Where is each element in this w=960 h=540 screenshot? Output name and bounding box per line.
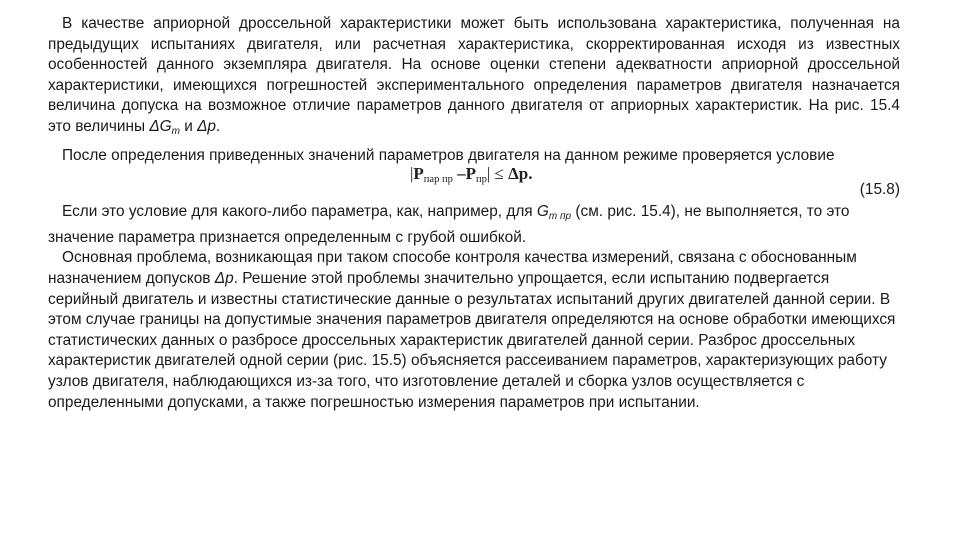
paragraph-1-and: и (179, 117, 198, 135)
symbol-delta-p: Δp (197, 117, 216, 135)
equation-number-row (48, 181, 900, 202)
formula-relation: ≤ (490, 164, 509, 184)
formula-end: . (528, 164, 533, 184)
formula-abs-left: | (410, 164, 414, 184)
formula-p-subscript: пар пр (423, 174, 453, 186)
formula-p-symbol: P (413, 164, 424, 184)
paragraph-4-rest: . Решение этой проблемы значительно упрощается, если испытанию подвергается серийный двигатель и известны статистические данные о результатах испытаний других двигателей данной серии. В этом случае границы на допустимые значения параметров двигателя определяются на основе обработки имеющихся статистических данных о разбросе дроссельных характеристик двигателей данной серии. Разброс дроссельных характеристик двигателей одной серии (рис. 15.5) объясняется рассеиванием параметров, характеризующих работу узлов двигателя, наблюдающихся из-за того, что изготовление деталей и сборка узлов осуществляется с определенными допусками, а также погрешностью измерения параметров при испытании. (48, 269, 896, 411)
paragraph-3-rest: (см. рис. 15.4), не выполняется, то это значение параметра признается определенным с грубой ошибкой. (48, 203, 850, 246)
formula-rhs: Δp (508, 164, 529, 184)
formula-p2-subscript: пр (475, 174, 487, 186)
document-page (48, 14, 900, 413)
paragraph-3 (48, 202, 900, 248)
paragraph-2 (48, 146, 900, 167)
symbol-g-t-pr-subscript: т пр (548, 211, 572, 223)
formula-p2-symbol: P (465, 164, 476, 184)
formula-row (48, 164, 900, 184)
paragraph-1-text: В качестве априорной дроссельной характеристики может быть использована характеристика, полученная на предыдущих испытаниях двигателя, или расчетная характеристика, скорректированная исходя из известных особенностей данного экземпляра двигателя. На основе оценки степени адекватности априорной дроссельной характеристики, имеющихся погрешностей экспериментального определения параметров двигателя назначается величина допуска на возможное отличие параметров данного двигателя от априорных характеристик. На рис. 15.4 это величины (48, 15, 900, 135)
paragraph-3-start: Если это условие для какого-либо параметра, как, например, для (62, 203, 537, 221)
paragraph-1-end: . (216, 117, 221, 135)
paragraph-4-start: Основная проблема, возникающая при таком способе контроля качества измерений, связана с обоснованным назначением допусков (48, 249, 857, 287)
formula-minus: – (452, 164, 466, 184)
symbol-delta-g-subscript: т (171, 125, 180, 137)
paragraph-2-text: После определения приведенных значений параметров двигателя на данном режиме проверяется условие (62, 146, 835, 164)
symbol-g-t-pr: G (536, 203, 549, 221)
symbol-delta-g: ΔG (149, 117, 172, 135)
paragraph-4 (48, 248, 900, 413)
symbol-delta-p-2: Δp (214, 269, 234, 287)
equation-number: (15.8) (859, 181, 900, 199)
paragraph-1 (48, 14, 900, 143)
formula-abs-right: | (486, 164, 491, 184)
